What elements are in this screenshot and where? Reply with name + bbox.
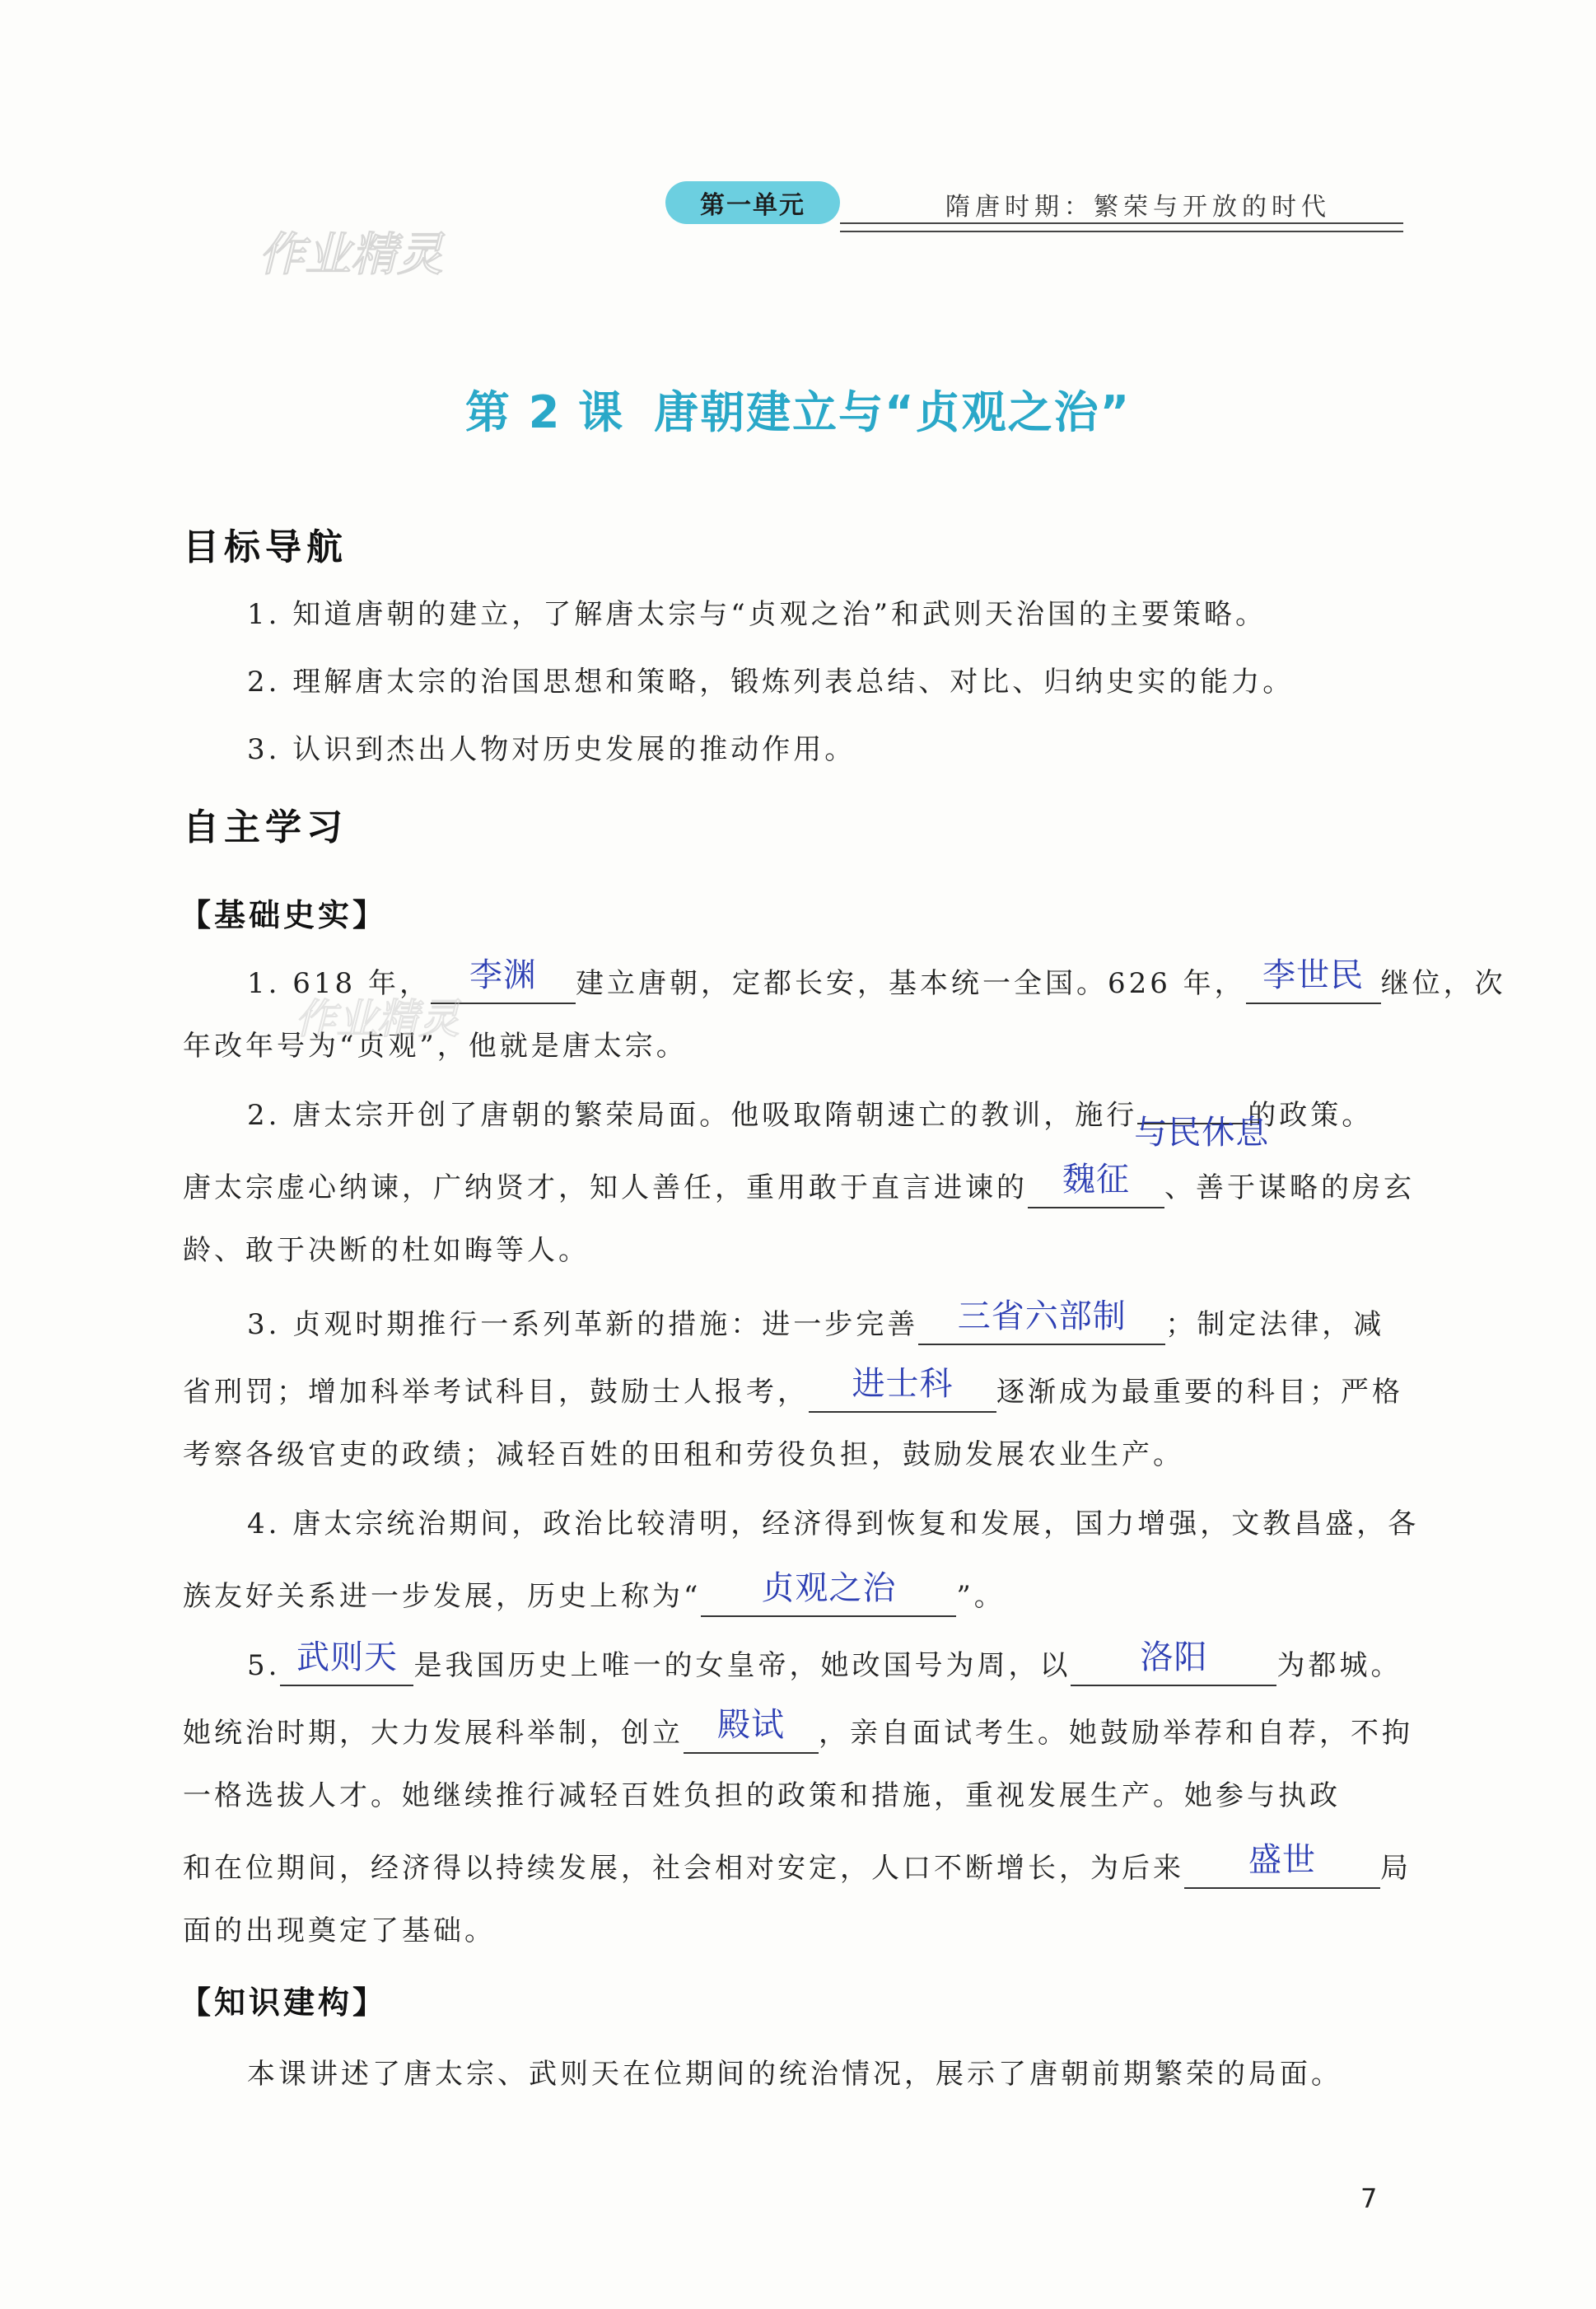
question-3-line-3: 考察各级官吏的政绩；减轻百姓的田租和劳役负担，鼓励发展农业生产。 (183, 1438, 1184, 1471)
self-study-heading: 自主学习 (183, 806, 348, 848)
text: 逐渐成为最重要的科目；严格 (996, 1376, 1403, 1409)
handwritten-answer: 洛阳 (1140, 1638, 1208, 1676)
handwritten-answer: 盛世 (1248, 1841, 1316, 1879)
text: 继位，次 (1380, 967, 1506, 1000)
handwritten-answer: 与民休息 (1134, 1114, 1270, 1152)
answer-blank (684, 1705, 819, 1754)
zuoye-jingling-watermark (293, 984, 499, 1049)
text: ，亲自面试考生。她鼓励举荐和自荐，不拘 (819, 1717, 1413, 1750)
handwritten-answer: 李世民 (1262, 956, 1365, 994)
handwritten-answer: 武则天 (296, 1638, 398, 1676)
text: 建立唐朝，定都长安，基本统一全国。626 年， (575, 967, 1246, 1000)
basic-facts-heading: 【基础史实】 (180, 897, 388, 933)
lesson-title (0, 377, 1596, 441)
answer-blank (1071, 1638, 1276, 1686)
unit-title: 隋唐时期：繁荣与开放的时代 (945, 193, 1331, 222)
question-2-line-1 (247, 1092, 1374, 1152)
text: 和在位期间，经济得以持续发展，社会相对安定，人口不断增长，为后来 (183, 1852, 1184, 1885)
text: 族友好关系进一步发展，历史上称为“ (183, 1580, 702, 1613)
handwritten-answer: 贞观之治 (761, 1569, 897, 1607)
goals-heading: 目标导航 (183, 526, 348, 568)
lesson-number: 第 2 课 (464, 386, 625, 438)
text: 为都城。 (1276, 1649, 1402, 1682)
goal-item: 3. 认识到杰出人物对历史发展的推动作用。 (247, 733, 856, 766)
svg-text:作业精灵: 作业精灵 (295, 995, 460, 1043)
answer-blank (1184, 1840, 1380, 1889)
text: ；制定法律，减 (1165, 1308, 1385, 1341)
answer-blank (701, 1568, 956, 1617)
text: 局 (1380, 1852, 1412, 1885)
handwritten-answer: 进士科 (852, 1365, 954, 1403)
question-2-line-2 (183, 1160, 1415, 1208)
text: 2. 唐太宗开创了唐朝的繁荣局面。他吸取隋朝速亡的教训，施行 (247, 1099, 1138, 1132)
question-5-line-4 (183, 1840, 1412, 1889)
question-5-line-2 (183, 1705, 1413, 1754)
knowledge-text: 本课讲述了唐太宗、武则天在位期间的统治情况，展示了唐朝前期繁荣的局面。 (247, 2058, 1342, 2091)
page-number: 7 (1360, 2183, 1378, 2214)
text: 、善于谋略的房玄 (1164, 1171, 1415, 1204)
answer-blank (918, 1297, 1165, 1345)
question-3-line-2 (183, 1364, 1403, 1413)
text: 1. 618 年， (247, 967, 431, 1000)
text: 省刑罚；增加科举考试科目，鼓励士人报考， (183, 1376, 809, 1409)
question-4-line-1: 4. 唐太宗统治期间，政治比较清明，经济得到恢复和发展，国力增强，文教昌盛，各 (247, 1507, 1420, 1540)
handwritten-answer: 殿试 (717, 1706, 785, 1744)
text: 她统治时期，大力发展科举制，创立 (183, 1717, 684, 1750)
svg-text:作业精灵: 作业精灵 (259, 228, 443, 282)
header-rule (840, 222, 1403, 232)
question-3-line-1 (247, 1297, 1384, 1345)
unit-badge: 第一单元 (665, 181, 840, 224)
question-5-line-5: 面的出现奠定了基础。 (183, 1914, 496, 1947)
zuoye-jingling-logo (255, 216, 486, 290)
answer-blank (1246, 956, 1381, 1004)
text: 唐太宗虚心纳谏，广纳贤才，知人善任，重用敢于直言进谏的 (183, 1171, 1028, 1204)
lesson-name: 唐朝建立与“贞观之治” (654, 386, 1132, 438)
handwritten-answer: 三省六部制 (957, 1297, 1127, 1335)
answer-blank (1134, 1114, 1270, 1152)
question-1-line-2: 年改年号为“贞观”，他就是唐太宗。 (183, 1030, 688, 1063)
goal-item: 1. 知道唐朝的建立，了解唐太宗与“贞观之治”和武则天治国的主要策略。 (247, 598, 1267, 631)
answer-blank (809, 1364, 996, 1413)
text: 5. (247, 1649, 281, 1682)
question-5-line-3: 一格选拔人才。她继续推行减轻百姓负担的政策和措施，重视发展生产。她参与执政 (183, 1779, 1341, 1812)
handwritten-answer: 魏征 (1062, 1161, 1130, 1199)
text: ”。 (956, 1580, 1006, 1613)
question-5-line-1 (247, 1638, 1402, 1686)
knowledge-heading: 【知识建构】 (180, 1984, 388, 2021)
answer-blank (1028, 1160, 1164, 1208)
text: 3. 贞观时期推行一系列革新的措施：进一步完善 (247, 1308, 919, 1341)
question-4-line-2 (183, 1568, 1006, 1617)
answer-blank (280, 1638, 413, 1686)
goal-item: 2. 理解唐太宗的治国思想和策略，锻炼列表总结、对比、归纳史实的能力。 (247, 666, 1295, 699)
handwritten-answer: 李渊 (469, 956, 537, 994)
question-2-line-3: 龄、敢于决断的杜如晦等人。 (183, 1234, 590, 1267)
text: 的政策。 (1248, 1099, 1374, 1132)
text: 是我国历史上唯一的女皇帝，她改国号为周，以 (413, 1649, 1071, 1682)
